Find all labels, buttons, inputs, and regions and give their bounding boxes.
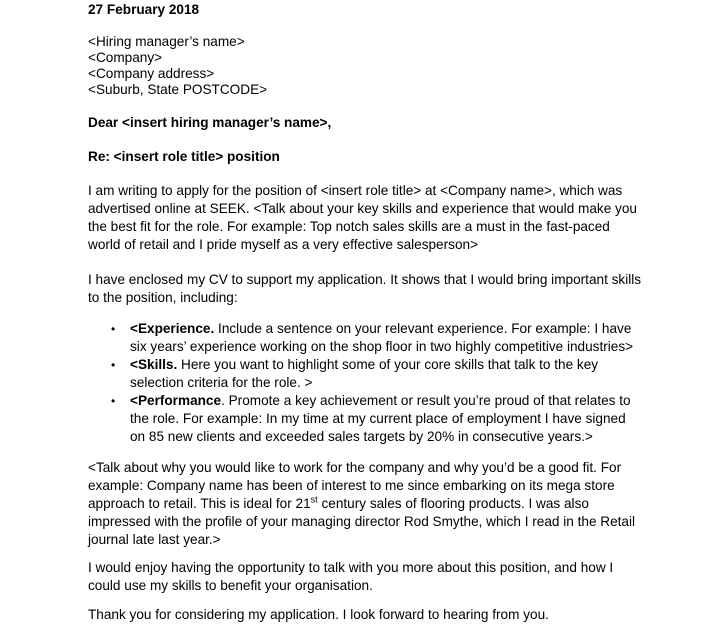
address-line: <Company address> bbox=[88, 66, 215, 81]
letter-date: 27 February 2018 bbox=[88, 2, 200, 17]
bullet-text: Here you want to highlight some of your core skills that talk to the key bbox=[177, 357, 599, 372]
address-line: <Hiring manager’s name> bbox=[88, 34, 245, 49]
paragraph-line: impressed with the profile of your managing director Rod Smythe, which I read in the Retail bbox=[88, 514, 636, 529]
bullet-text: . Promote a key achievement or result you’re proud of that relates to bbox=[221, 393, 631, 408]
address-line: <Suburb, State POSTCODE> bbox=[88, 82, 268, 97]
paragraph-line: <Talk about why you would like to work for the company and why you’d be a good fit. For bbox=[88, 460, 622, 475]
paragraph-line: could use my skills to benefit your organisation. bbox=[88, 578, 373, 593]
paragraph-line: I am writing to apply for the position of <insert role title> at <Company name>, which was bbox=[88, 183, 623, 198]
paragraph-line: journal late last year.> bbox=[88, 532, 221, 547]
bullet-item-performance bbox=[130, 392, 631, 409]
bullet-heading: <Experience. bbox=[130, 321, 215, 336]
paragraph-thanks: Thank you for considering my application. I look forward to hearing from you. bbox=[88, 607, 549, 622]
bullet-item-experience bbox=[130, 320, 631, 337]
bullet-item-skills bbox=[130, 356, 598, 373]
bullet-marker: • bbox=[111, 394, 116, 408]
ordinal-suffix: st bbox=[310, 494, 318, 505]
paragraph-line: example: Company name has been of interest to me since embarking on its mega store bbox=[88, 478, 615, 493]
bullet-heading: <Skills. bbox=[130, 357, 178, 372]
subject-line: Re: <insert role title> position bbox=[88, 149, 280, 164]
salutation: Dear <insert hiring manager’s name>, bbox=[88, 115, 332, 130]
bullet-line: six years’ experience working on the shop floor in two highly competitive industries> bbox=[130, 339, 634, 354]
address-line: <Company> bbox=[88, 50, 163, 65]
paragraph-line: to the position, including: bbox=[88, 290, 238, 305]
paragraph-line: I have enclosed my CV to support my application. It shows that I would bring important skills bbox=[88, 272, 642, 287]
bullet-line: selection criteria for the role. > bbox=[130, 375, 313, 390]
bullet-marker: • bbox=[111, 358, 116, 372]
bullet-line: on 85 new clients and exceeded sales targets by 20% in consecutive years.> bbox=[130, 429, 593, 444]
paragraph-line: world of retail and I pride myself as a very effective salesperson> bbox=[88, 237, 479, 252]
bullet-text: Include a sentence on your relevant experience. For example: I have bbox=[214, 321, 632, 336]
paragraph-line bbox=[88, 495, 589, 512]
paragraph-line: I would enjoy having the opportunity to talk with you more about this position, and how I bbox=[88, 560, 614, 575]
bullet-marker: • bbox=[111, 322, 116, 336]
paragraph-line: advertised online at SEEK. <Talk about your key skills and experience that would make you bbox=[88, 201, 637, 216]
bullet-line: the role. For example: In my time at my current place of employment I have signed bbox=[130, 411, 626, 426]
paragraph-line: the best fit for the role. For example: Top notch sales skills are a must in the fast-paced bbox=[88, 219, 610, 234]
text-segment: approach to retail. This is ideal for 21 bbox=[88, 496, 311, 511]
bullet-heading: <Performance bbox=[130, 393, 222, 408]
text-segment: century sales of flooring products. I was also bbox=[317, 496, 589, 511]
